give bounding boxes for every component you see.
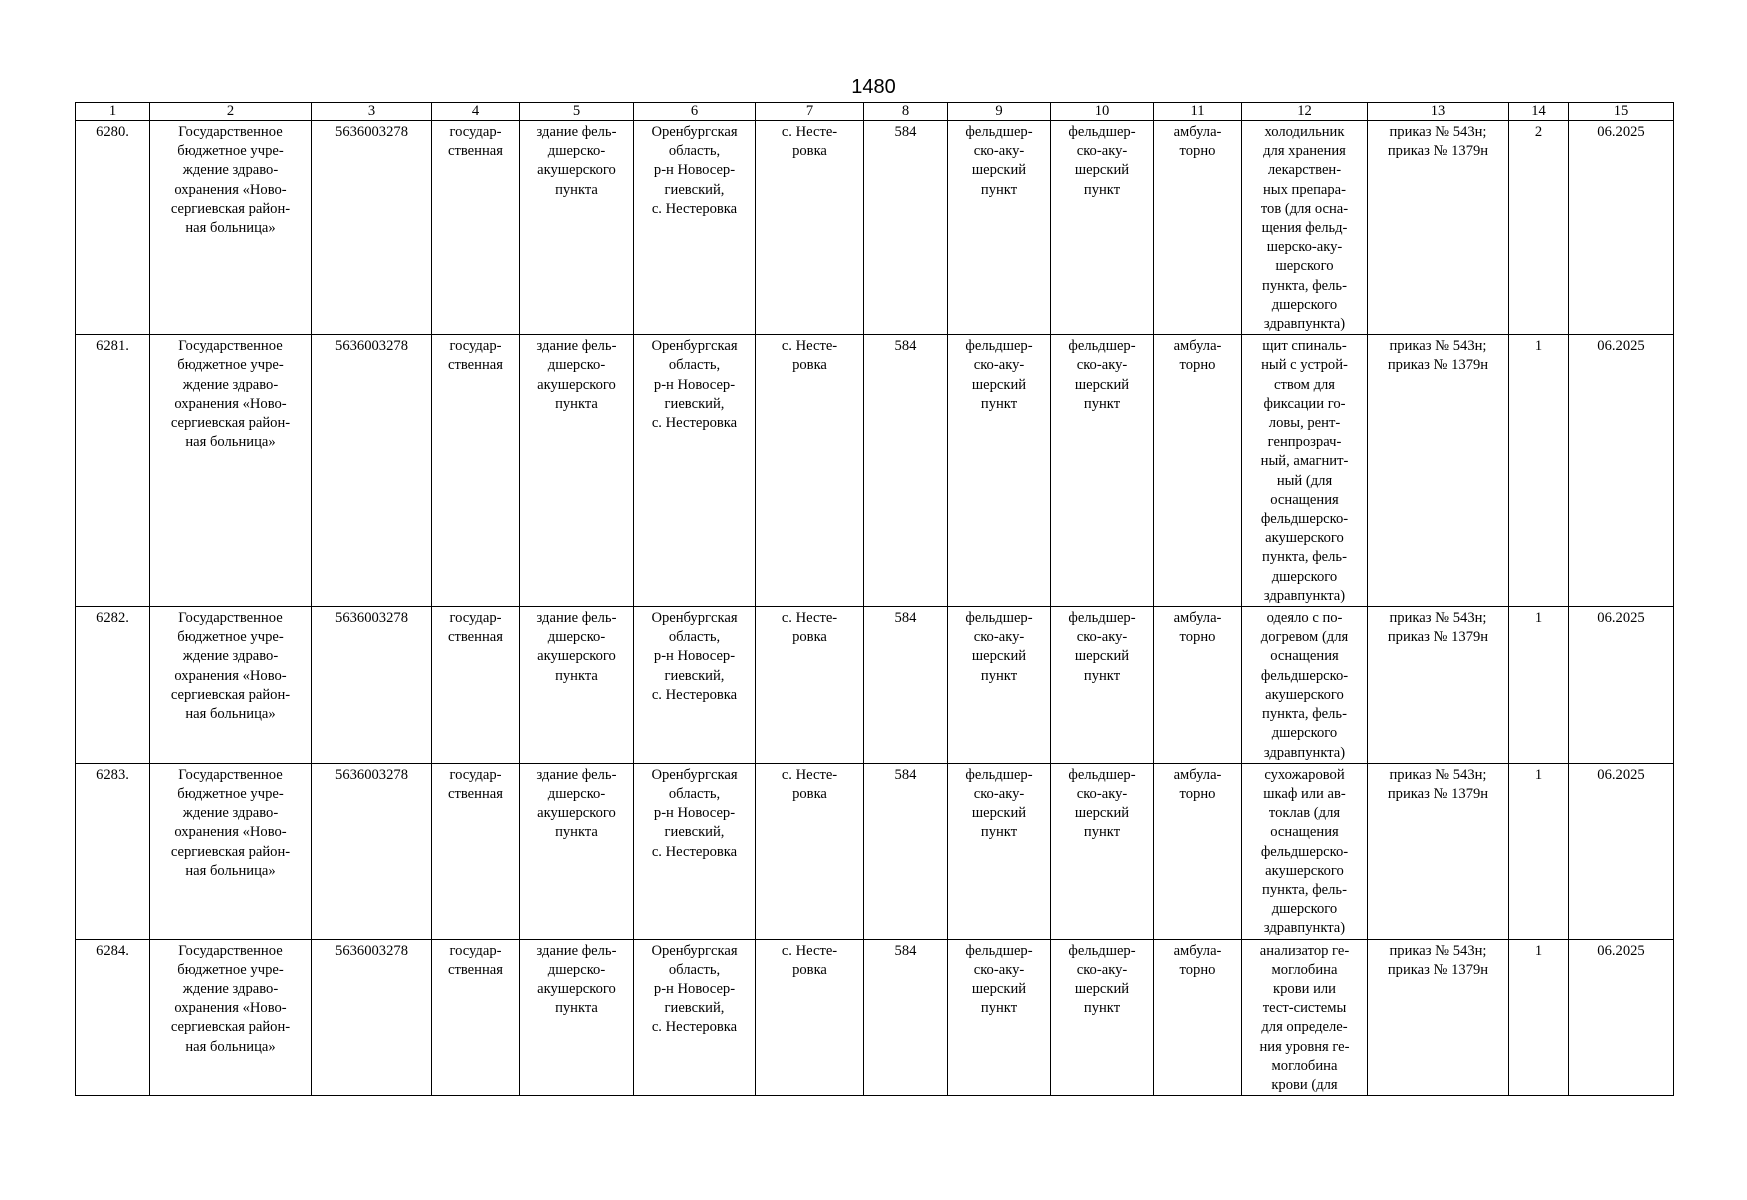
care-conditions: амбула- торно bbox=[1154, 121, 1242, 335]
address: Оренбургская область, р-н Новосер- гиевский, с. Нестеровка bbox=[634, 939, 756, 1096]
date: 06.2025 bbox=[1569, 763, 1674, 939]
unit-type: фельдшер- ско-аку- шерский пункт bbox=[948, 121, 1051, 335]
table-row bbox=[76, 335, 1674, 607]
ownership-form: государ- ственная bbox=[432, 335, 520, 607]
column-header: 3 bbox=[312, 103, 432, 121]
order-reference: приказ № 543н; приказ № 1379н bbox=[1368, 335, 1509, 607]
equipment-name: одеяло с по- догревом (для оснащения фельдшерско- акушерского пункта, фель- дшерского здравпункта) bbox=[1242, 607, 1368, 764]
inn-code: 5636003278 bbox=[312, 607, 432, 764]
unit-name: фельдшер- ско-аку- шерский пункт bbox=[1051, 763, 1154, 939]
page-number: 1480 bbox=[851, 76, 896, 98]
address: Оренбургская область, р-н Новосер- гиевский, с. Нестеровка bbox=[634, 121, 756, 335]
unit-name: фельдшер- ско-аку- шерский пункт bbox=[1051, 607, 1154, 764]
inn-code: 5636003278 bbox=[312, 335, 432, 607]
building-type: здание фель- дшерско- акушерского пункта bbox=[520, 335, 634, 607]
quantity: 2 bbox=[1509, 121, 1569, 335]
unit-type: фельдшер- ско-аку- шерский пункт bbox=[948, 335, 1051, 607]
column-header: 13 bbox=[1368, 103, 1509, 121]
row-number: 6282. bbox=[76, 607, 150, 764]
code: 584 bbox=[864, 335, 948, 607]
table-row bbox=[76, 763, 1674, 939]
quantity: 1 bbox=[1509, 939, 1569, 1096]
equipment-name: сухожаровой шкаф или ав- токлав (для оснащения фельдшерско- акушерского пункта, фель- дшерского здравпункта) bbox=[1242, 763, 1368, 939]
column-header: 2 bbox=[150, 103, 312, 121]
row-number: 6281. bbox=[76, 335, 150, 607]
code: 584 bbox=[864, 939, 948, 1096]
column-header: 1 bbox=[76, 103, 150, 121]
address: Оренбургская область, р-н Новосер- гиевский, с. Нестеровка bbox=[634, 335, 756, 607]
code: 584 bbox=[864, 607, 948, 764]
inn-code: 5636003278 bbox=[312, 763, 432, 939]
quantity: 1 bbox=[1509, 763, 1569, 939]
care-conditions: амбула- торно bbox=[1154, 335, 1242, 607]
column-header: 8 bbox=[864, 103, 948, 121]
date: 06.2025 bbox=[1569, 939, 1674, 1096]
unit-name: фельдшер- ско-аку- шерский пункт bbox=[1051, 121, 1154, 335]
equipment-name: холодильник для хранения лекарствен- ных препара- тов (для осна- щения фельд- шерско-аку- шерского пункта, фель- дшерского здравпункта) bbox=[1242, 121, 1368, 335]
organization-name: Государственное бюджетное учре- ждение здраво- охранения «Ново- сергиевская район- ная больница» bbox=[150, 763, 312, 939]
address: Оренбургская область, р-н Новосер- гиевский, с. Нестеровка bbox=[634, 763, 756, 939]
building-type: здание фель- дшерско- акушерского пункта bbox=[520, 607, 634, 764]
code: 584 bbox=[864, 763, 948, 939]
settlement: с. Несте- ровка bbox=[756, 335, 864, 607]
address: Оренбургская область, р-н Новосер- гиевский, с. Нестеровка bbox=[634, 607, 756, 764]
column-header: 12 bbox=[1242, 103, 1368, 121]
care-conditions: амбула- торно bbox=[1154, 763, 1242, 939]
column-header: 15 bbox=[1569, 103, 1674, 121]
table-row bbox=[76, 939, 1674, 1096]
row-number: 6283. bbox=[76, 763, 150, 939]
column-header: 10 bbox=[1051, 103, 1154, 121]
settlement: с. Несте- ровка bbox=[756, 607, 864, 764]
quantity: 1 bbox=[1509, 607, 1569, 764]
organization-name: Государственное бюджетное учре- ждение здраво- охранения «Ново- сергиевская район- ная больница» bbox=[150, 939, 312, 1096]
column-header: 4 bbox=[432, 103, 520, 121]
column-number-row bbox=[76, 103, 1674, 121]
unit-type: фельдшер- ско-аку- шерский пункт bbox=[948, 763, 1051, 939]
column-header: 9 bbox=[948, 103, 1051, 121]
unit-name: фельдшер- ско-аку- шерский пункт bbox=[1051, 335, 1154, 607]
date: 06.2025 bbox=[1569, 335, 1674, 607]
row-number: 6284. bbox=[76, 939, 150, 1096]
settlement: с. Несте- ровка bbox=[756, 121, 864, 335]
register-table bbox=[75, 102, 1674, 1096]
code: 584 bbox=[864, 121, 948, 335]
column-header: 7 bbox=[756, 103, 864, 121]
ownership-form: государ- ственная bbox=[432, 763, 520, 939]
inn-code: 5636003278 bbox=[312, 939, 432, 1096]
care-conditions: амбула- торно bbox=[1154, 607, 1242, 764]
organization-name: Государственное бюджетное учре- ждение здраво- охранения «Ново- сергиевская район- ная больница» bbox=[150, 607, 312, 764]
column-header: 6 bbox=[634, 103, 756, 121]
building-type: здание фель- дшерско- акушерского пункта bbox=[520, 121, 634, 335]
inn-code: 5636003278 bbox=[312, 121, 432, 335]
order-reference: приказ № 543н; приказ № 1379н bbox=[1368, 607, 1509, 764]
column-header: 14 bbox=[1509, 103, 1569, 121]
care-conditions: амбула- торно bbox=[1154, 939, 1242, 1096]
order-reference: приказ № 543н; приказ № 1379н bbox=[1368, 763, 1509, 939]
quantity: 1 bbox=[1509, 335, 1569, 607]
ownership-form: государ- ственная bbox=[432, 121, 520, 335]
settlement: с. Несте- ровка bbox=[756, 939, 864, 1096]
row-number: 6280. bbox=[76, 121, 150, 335]
date: 06.2025 bbox=[1569, 121, 1674, 335]
organization-name: Государственное бюджетное учре- ждение здраво- охранения «Ново- сергиевская район- ная больница» bbox=[150, 121, 312, 335]
building-type: здание фель- дшерско- акушерского пункта bbox=[520, 939, 634, 1096]
date: 06.2025 bbox=[1569, 607, 1674, 764]
unit-type: фельдшер- ско-аку- шерский пункт bbox=[948, 939, 1051, 1096]
unit-name: фельдшер- ско-аку- шерский пункт bbox=[1051, 939, 1154, 1096]
settlement: с. Несте- ровка bbox=[756, 763, 864, 939]
order-reference: приказ № 543н; приказ № 1379н bbox=[1368, 121, 1509, 335]
ownership-form: государ- ственная bbox=[432, 607, 520, 764]
unit-type: фельдшер- ско-аку- шерский пункт bbox=[948, 607, 1051, 764]
building-type: здание фель- дшерско- акушерского пункта bbox=[520, 763, 634, 939]
column-header: 11 bbox=[1154, 103, 1242, 121]
table-row bbox=[76, 121, 1674, 335]
organization-name: Государственное бюджетное учре- ждение здраво- охранения «Ново- сергиевская район- ная больница» bbox=[150, 335, 312, 607]
column-header: 5 bbox=[520, 103, 634, 121]
equipment-name: анализатор ге- моглобина крови или тест-системы для определе- ния уровня ге- моглобина крови (для bbox=[1242, 939, 1368, 1096]
table-row bbox=[76, 607, 1674, 764]
equipment-name: щит спиналь- ный с устрой- ством для фиксации го- ловы, рент- генпрозрач- ный, амагнит- ный (для оснащения фельдшерско- акушерского пункта, фель- дшерского здравпункта) bbox=[1242, 335, 1368, 607]
order-reference: приказ № 543н; приказ № 1379н bbox=[1368, 939, 1509, 1096]
ownership-form: государ- ственная bbox=[432, 939, 520, 1096]
